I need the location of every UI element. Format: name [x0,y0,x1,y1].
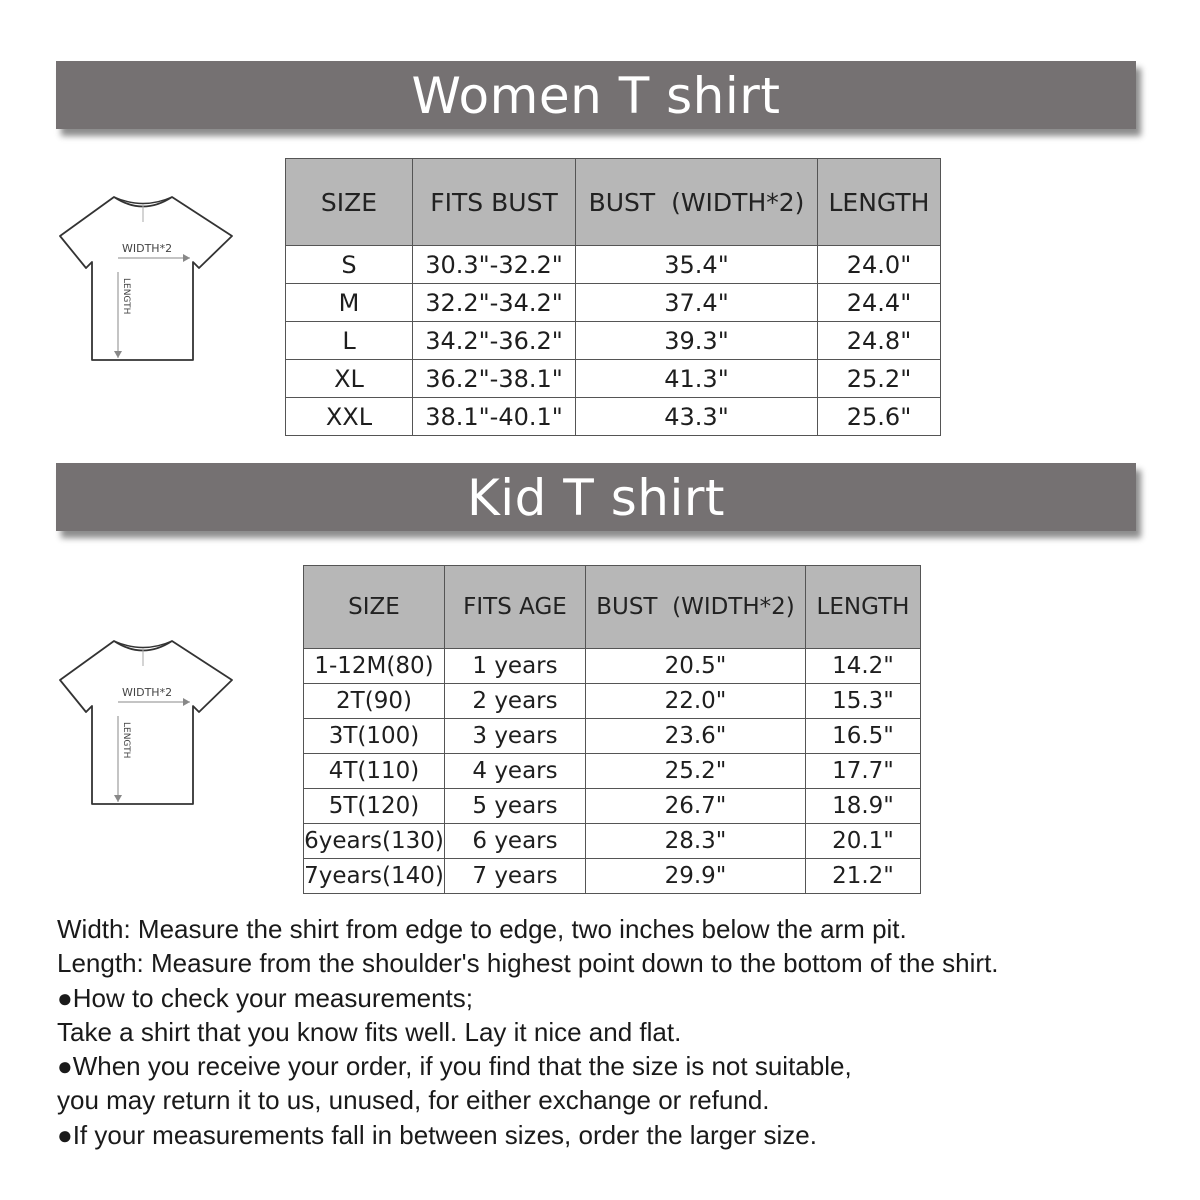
table-cell: 1-12M(80) [304,649,445,684]
table-cell: 24.4" [818,284,941,322]
table-cell: 20.1" [806,824,921,859]
note-line: Width: Measure the shirt from edge to edge, two inches below the arm pit. [57,914,907,944]
note-line: Length: Measure from the shoulder's highest point down to the bottom of the shirt. [57,948,999,979]
column-header: LENGTH [806,566,921,649]
column-header: FITS BUST [413,159,576,246]
table-cell: 2 years [445,684,586,719]
kid-section-banner [56,463,1136,531]
women-section-banner [56,61,1136,129]
women-shirt-diagram-icon [52,192,237,367]
table-cell: 4T(110) [304,754,445,789]
table-cell: 22.0" [586,684,806,719]
women-width-label: WIDTH*2 [122,242,173,255]
table-cell: L [286,322,413,360]
column-header: BUST (WIDTH*2) [586,566,806,649]
table-cell: 24.8" [818,322,941,360]
table-row [286,398,941,436]
kid-length-label: LENGTH [121,722,131,759]
table-cell: 2T(90) [304,684,445,719]
table-cell: 17.7" [806,754,921,789]
table-cell: 16.5" [806,719,921,754]
table-cell: 43.3" [576,398,818,436]
women-section-title: Women T shirt [411,67,781,125]
table-cell: 7 years [445,859,586,894]
table-row [286,322,941,360]
table-row [304,789,921,824]
note-line: Take a shirt that you know fits well. Lay it nice and flat. [57,1016,682,1047]
note-line: ●When you receive your order, if you find that the size is not suitable, [57,1051,852,1082]
table-cell: 28.3" [586,824,806,859]
women-length-label: LENGTH [121,278,131,315]
table-cell: 26.7" [586,789,806,824]
column-header: BUST (WIDTH*2) [576,159,818,246]
kid-width-label: WIDTH*2 [122,686,173,699]
table-cell: 3T(100) [304,719,445,754]
table-cell: 4 years [445,754,586,789]
column-header: LENGTH [818,159,941,246]
table-cell: 24.0" [818,246,941,284]
column-header: SIZE [304,566,445,649]
column-header: SIZE [286,159,413,246]
table-row [304,649,921,684]
table-cell: 30.3"-32.2" [413,246,576,284]
table-cell: 25.2" [586,754,806,789]
table-cell: 5 years [445,789,586,824]
table-cell: 38.1"-40.1" [413,398,576,436]
note-line: ●If your measurements fall in between sizes, order the larger size. [57,1119,817,1150]
note-line: ●How to check your measurements; [57,982,473,1013]
table-cell: 37.4" [576,284,818,322]
table-cell: 6 years [445,824,586,859]
table-cell: 29.9" [586,859,806,894]
table-row [304,824,921,859]
column-header: FITS AGE [445,566,586,649]
table-row [304,719,921,754]
table-cell: 39.3" [576,322,818,360]
table-header-row [304,566,921,649]
table-cell: 3 years [445,719,586,754]
table-cell: 23.6" [586,719,806,754]
kid-section-title: Kid T shirt [466,469,726,527]
table-cell: M [286,284,413,322]
table-cell: 1 years [445,649,586,684]
table-cell: 25.6" [818,398,941,436]
table-row [286,246,941,284]
table-cell: 25.2" [818,360,941,398]
table-cell: 15.3" [806,684,921,719]
table-row [304,859,921,894]
table-cell: 20.5" [586,649,806,684]
measurement-notes [57,912,1177,1152]
table-cell: XL [286,360,413,398]
table-cell: 6years(130) [304,824,445,859]
table-row [286,284,941,322]
table-cell: 21.2" [806,859,921,894]
table-row [286,360,941,398]
table-cell: 34.2"-36.2" [413,322,576,360]
women-size-table [285,158,941,436]
table-cell: 14.2" [806,649,921,684]
table-cell: 7years(140) [304,859,445,894]
kid-size-table [303,565,921,894]
table-row [304,684,921,719]
table-cell: 18.9" [806,789,921,824]
table-cell: 32.2"-34.2" [413,284,576,322]
table-header-row [286,159,941,246]
table-cell: 35.4" [576,246,818,284]
kid-shirt-diagram-icon [52,636,237,811]
table-cell: S [286,246,413,284]
table-cell: 5T(120) [304,789,445,824]
note-line: you may return it to us, unused, for either exchange or refund. [57,1085,770,1116]
table-cell: XXL [286,398,413,436]
table-cell: 41.3" [576,360,818,398]
table-cell: 36.2"-38.1" [413,360,576,398]
table-row [304,754,921,789]
